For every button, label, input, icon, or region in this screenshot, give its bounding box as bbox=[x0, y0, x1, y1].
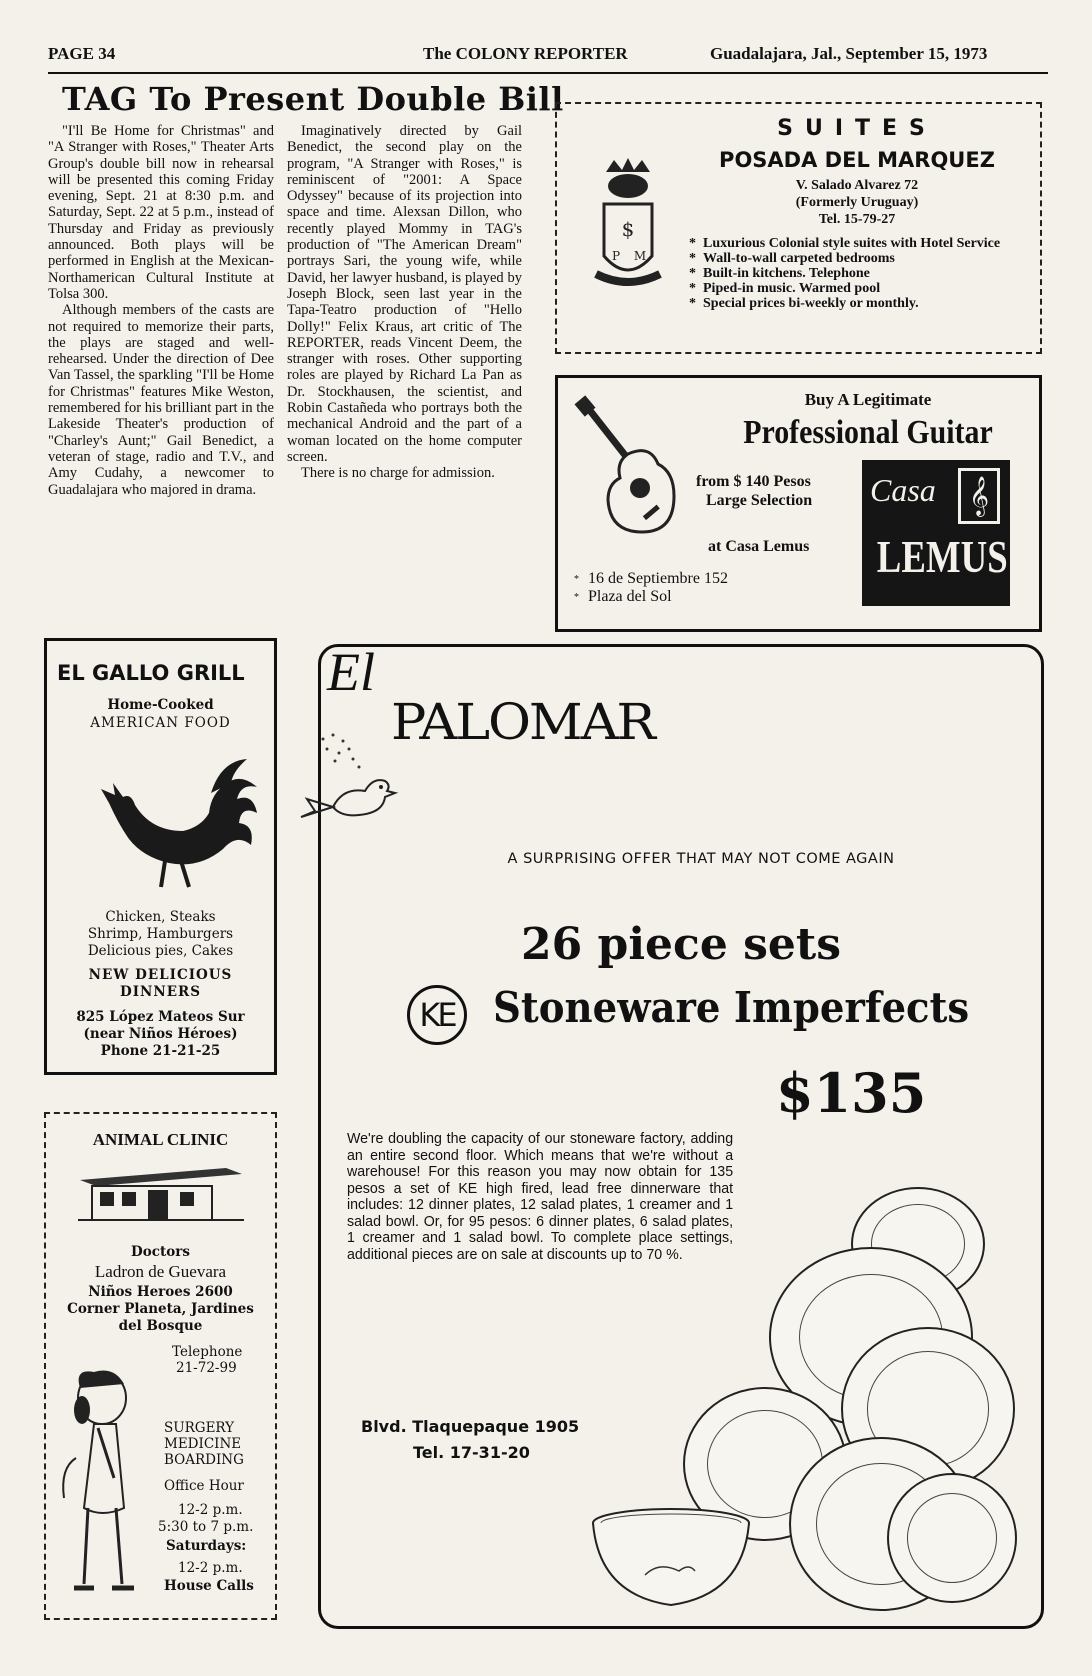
list-item: * Wall-to-wall carpeted bedrooms bbox=[685, 251, 1030, 266]
gallo-menu-line3: Delicious pies, Cakes bbox=[87, 943, 234, 959]
crest-icon bbox=[592, 156, 664, 296]
palomar-el-script: El bbox=[327, 642, 375, 702]
posada-telephone: Tel. 15-79-27 bbox=[818, 212, 896, 227]
list-item: * Built-in kitchens. Telephone bbox=[685, 266, 1030, 281]
clinic-hours-1: 12-2 p.m. bbox=[178, 1502, 243, 1518]
page-number: PAGE 34 bbox=[48, 44, 116, 63]
article-paragraph: There is no charge for admission. bbox=[301, 465, 495, 482]
article-column-2 bbox=[287, 123, 522, 482]
clinic-saturday-hours: 12-2 p.m. bbox=[178, 1560, 243, 1576]
list-item: * Piped-in music. Warmed pool bbox=[685, 281, 1030, 296]
el-gallo-grill-ad bbox=[44, 638, 277, 1075]
dog-doctor-icon bbox=[54, 1358, 154, 1608]
gallo-title: EL GALLO GRILL bbox=[57, 661, 245, 685]
clinic-house-calls: House Calls bbox=[164, 1578, 254, 1594]
guitar-store: at Casa Lemus bbox=[708, 538, 810, 555]
gallo-menu-line1: Chicken, Steaks bbox=[105, 909, 216, 925]
gallo-subtitle: Home-Cooked bbox=[107, 697, 214, 713]
ke-logo-icon bbox=[407, 985, 467, 1045]
clinic-service-boarding: BOARDING bbox=[164, 1452, 244, 1468]
gallo-food-type: AMERICAN FOOD bbox=[90, 715, 231, 731]
casa-lemus-logo bbox=[862, 460, 1010, 606]
list-item: * 16 de Septiembre 152 bbox=[570, 570, 728, 588]
list-item: * Luxurious Colonial style suites with Hotel Service bbox=[685, 236, 1030, 251]
clinic-hours-2: 5:30 to 7 p.m. bbox=[158, 1519, 254, 1535]
clinic-building-icon bbox=[76, 1160, 246, 1224]
clinic-service-medicine: MEDICINE bbox=[164, 1436, 242, 1452]
clinic-doctors-label: Doctors bbox=[131, 1244, 190, 1260]
gallo-new-dinners-1: NEW DELICIOUS bbox=[88, 967, 233, 983]
article-headline: TAG To Present Double Bill bbox=[62, 80, 564, 118]
logo-casa: Casa bbox=[870, 472, 936, 508]
posada-formerly: (Formerly Uruguay) bbox=[795, 195, 919, 210]
animal-clinic-ad bbox=[44, 1112, 277, 1620]
palomar-telephone: Tel. 17-31-20 bbox=[413, 1443, 530, 1462]
gallo-new-dinners-2: DINNERS bbox=[120, 984, 201, 1000]
guitar-selection: Large Selection bbox=[706, 492, 813, 509]
salad-plate-illustration bbox=[887, 1473, 1017, 1603]
palomar-brand: PALOMAR bbox=[391, 693, 654, 751]
palomar-offer-text: We're doubling the capacity of our stoneware factory, adding an entire second floor. Which means that we're without a warehouse! For this reason you may now obtain for 135 pesos a set of KE high fired, lead free dinnerware that includes: 12 dinner plates, 12 salad plates, 1 creamer and 1 salad bowl. Or, for 95 pesos: 6 dinner plates, 6 salad plates, 1 creamer and 1 salad bowl. To complete place settings, additional pieces are on sale at discounts up to 70 %. bbox=[347, 1131, 734, 1263]
el-palomar-ad bbox=[318, 644, 1044, 1629]
gallo-phone: Phone 21-21-25 bbox=[100, 1043, 221, 1059]
clinic-hours-label: Office Hour bbox=[164, 1478, 244, 1494]
header-rule bbox=[48, 72, 1048, 74]
palomar-address: Blvd. Tlaquepaque 1905 bbox=[361, 1417, 580, 1436]
svg-text:M: M bbox=[633, 249, 647, 263]
logo-lemus: LEMUS bbox=[876, 531, 1008, 582]
suites-title: SUITES bbox=[777, 116, 937, 141]
gallo-menu-line2: Shrimp, Hamburgers bbox=[87, 926, 234, 942]
list-item: * Special prices bi-weekly or monthly. bbox=[685, 296, 1030, 311]
guitar-store-locations bbox=[570, 570, 728, 606]
newspaper-name: The COLONY REPORTER bbox=[423, 44, 628, 63]
casa-lemus-guitar-ad bbox=[555, 375, 1042, 632]
clinic-telephone: 21-72-99 bbox=[176, 1360, 237, 1376]
clinic-service-surgery: SURGERY bbox=[164, 1420, 235, 1436]
posada-feature-list bbox=[685, 236, 1030, 311]
suites-posada-ad bbox=[555, 102, 1042, 354]
ke-logo-text: KE bbox=[419, 996, 455, 1034]
clinic-doctor-name: Ladron de Guevara bbox=[94, 1262, 227, 1281]
dateline: Guadalajara, Jal., September 15, 1973 bbox=[710, 44, 988, 63]
article-column-1 bbox=[48, 123, 274, 498]
guitar-ad-headline: Professional Guitar bbox=[743, 414, 993, 451]
guitar-icon bbox=[570, 392, 688, 542]
article-paragraph: "I'll Be Home for Christmas" and "A Stranger with Roses," Theater Arts Group's double bill now in rehearsal will be presented this coming Friday evening, Sept. 21 at 8:30 p.m. and Saturday, Sept. 22 at 5 p.m., instead of Thursday and Friday as previously announced. Both plays will be performed in English at the Mexican-Northamerican Cultural Institute at Tolsa 300. bbox=[48, 123, 274, 302]
clinic-title: ANIMAL CLINIC bbox=[92, 1130, 229, 1149]
svg-text:P: P bbox=[611, 249, 621, 263]
rooster-icon bbox=[91, 753, 261, 893]
clinic-telephone-label: Telephone bbox=[172, 1344, 243, 1360]
clinic-address-2: Corner Planeta, Jardines bbox=[67, 1301, 254, 1317]
svg-text:$: $ bbox=[621, 217, 635, 241]
gallo-address-note: (near Niños Héroes) bbox=[83, 1026, 238, 1042]
article-paragraph: Imaginatively directed by Gail Benedict, the second play on the program, "A Stranger with Roses," is reminiscent of "2001: A Space Odyssey" because of its projection into space and time. Alexsan Dillon, who recently played Mommy in TAG's production of "The American Dream" portrays Sari, the young wife, while David, her lawyer husband, is played by Joseph Block, seen last year in the Tapa-Teatro production of "Hello Dolly!" Felix Kraus, art critic of The REPORTER, reads Vincent Deem, the stranger with roses. Other supporting roles are played by Richard La Pan as Dr. Stockhausen, the scientist, and Robin Castañeda who portrays both the mechanical Android and the part of a woman located on the home computer screen. bbox=[287, 123, 522, 465]
guitar-ad-line1: Buy A Legitimate bbox=[804, 390, 932, 409]
article-paragraph: Although members of the casts are not required to memorize their parts, the plays are staged and well-rehearsed. Under the direction of Dee Van Tassel, the sparkling "I'll be Home for Christmas" features Mike Weston, remembered for his brilliant part in the Lakeside Theater's production of "Charley's Aunt;" Gail Benedict, a veteran of stage, radio and T.V., and Amy Cudahy, a newcomer to Guadalajara who majored in drama. bbox=[48, 302, 274, 498]
salad-bowl-illustration bbox=[589, 1505, 753, 1609]
guitar-price: from $ 140 Pesos bbox=[696, 473, 811, 490]
palomar-tagline: A SURPRISING OFFER THAT MAY NOT COME AGAIN bbox=[507, 851, 895, 867]
treble-clef-icon: 𝄞 bbox=[958, 468, 1000, 524]
clinic-address-1: Niños Heroes 2600 bbox=[88, 1284, 233, 1300]
clinic-saturday-label: Saturdays: bbox=[166, 1538, 247, 1554]
posada-address: V. Salado Alvarez 72 bbox=[795, 178, 919, 193]
bird-icon bbox=[293, 727, 413, 827]
palomar-product: Stoneware Imperfects bbox=[493, 983, 970, 1032]
palomar-price: $135 bbox=[776, 1061, 927, 1125]
posada-name: POSADA DEL MARQUEZ bbox=[719, 148, 995, 172]
gallo-address: 825 López Mateos Sur bbox=[76, 1009, 245, 1025]
clinic-address-3: del Bosque bbox=[118, 1318, 203, 1334]
palomar-piece-sets: 26 piece sets bbox=[521, 919, 841, 970]
list-item: * Plaza del Sol bbox=[570, 588, 728, 606]
